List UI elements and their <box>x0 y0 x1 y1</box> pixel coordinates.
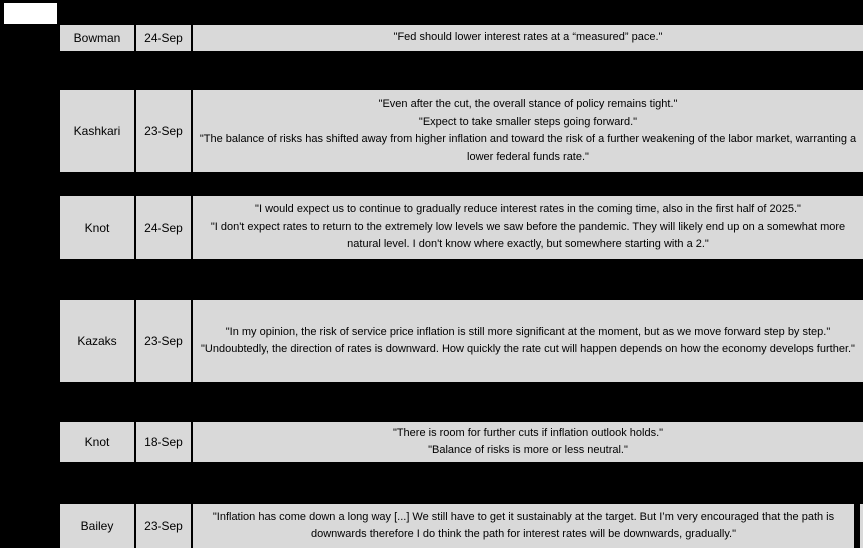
quote-line: "Balance of risks is more or less neutral." <box>428 444 628 456</box>
date-cell[interactable]: 23-Sep <box>136 504 191 548</box>
quote-line: "Inflation has come down a long way [...] We still have to get it sustainably at the target. But I’m very encouraged that the path is downwards therefore I do think the path for interest rates will be downwards, gradually." <box>212 510 835 540</box>
table-row <box>60 196 863 259</box>
quote-line: "Undoubtedly, the direction of rates is downward. How quickly the rate cut will happen depends on how the economy develops further." <box>201 343 855 355</box>
quote-cell[interactable] <box>193 90 863 172</box>
quote-cell[interactable] <box>193 422 863 462</box>
table-row <box>60 25 863 51</box>
quote-line: "I would expect us to continue to gradually reduce interest rates in the coming time, also in the first half of 2025." <box>255 203 801 216</box>
quote-line: "Expect to take smaller steps going forward." <box>418 115 638 128</box>
table-row <box>60 422 863 462</box>
table-row <box>60 90 863 172</box>
speaker-cell[interactable]: Knot <box>60 196 134 259</box>
quote-cell[interactable] <box>193 196 863 259</box>
date-cell[interactable]: 24-Sep <box>136 196 191 259</box>
date-cell[interactable]: 23-Sep <box>136 300 191 382</box>
quote-line: "In my opinion, the risk of service price inflation is still more significant at the moment, but as we move forward step by step." <box>225 325 831 338</box>
table-row <box>60 504 863 548</box>
quote-cell[interactable] <box>193 300 863 382</box>
speaker-cell[interactable]: Knot <box>60 422 134 462</box>
quote-line: "Fed should lower interest rates at a “measured” pace." <box>393 31 663 44</box>
date-cell[interactable]: 23-Sep <box>136 90 191 172</box>
date-cell[interactable]: 18-Sep <box>136 422 191 462</box>
table-row <box>60 300 863 382</box>
speaker-cell[interactable]: Bowman <box>60 25 134 51</box>
quote-cell[interactable] <box>193 25 863 51</box>
date-cell[interactable]: 24-Sep <box>136 25 191 51</box>
speaker-cell[interactable]: Kazaks <box>60 300 134 382</box>
quote-line: "The balance of risks has shifted away from higher inflation and toward the risk of a further weakening of the labor market, warranting a lower federal funds rate." <box>199 133 857 163</box>
quote-line: "Even after the cut, the overall stance of policy remains tight." <box>378 98 678 110</box>
speaker-cell[interactable]: Kashkari <box>60 90 134 172</box>
speaker-cell[interactable]: Bailey <box>60 504 134 548</box>
quote-line: "I don't expect rates to return to the extremely low levels we saw before the pandemic. They will likely end up on a somewhat more natural level. I don't know where exactly, but somewhere starting with a 2." <box>210 220 846 251</box>
corner-white-box <box>4 3 57 24</box>
quote-cell[interactable] <box>193 504 854 548</box>
quote-line: "There is room for further cuts if inflation outlook holds." <box>392 426 664 439</box>
